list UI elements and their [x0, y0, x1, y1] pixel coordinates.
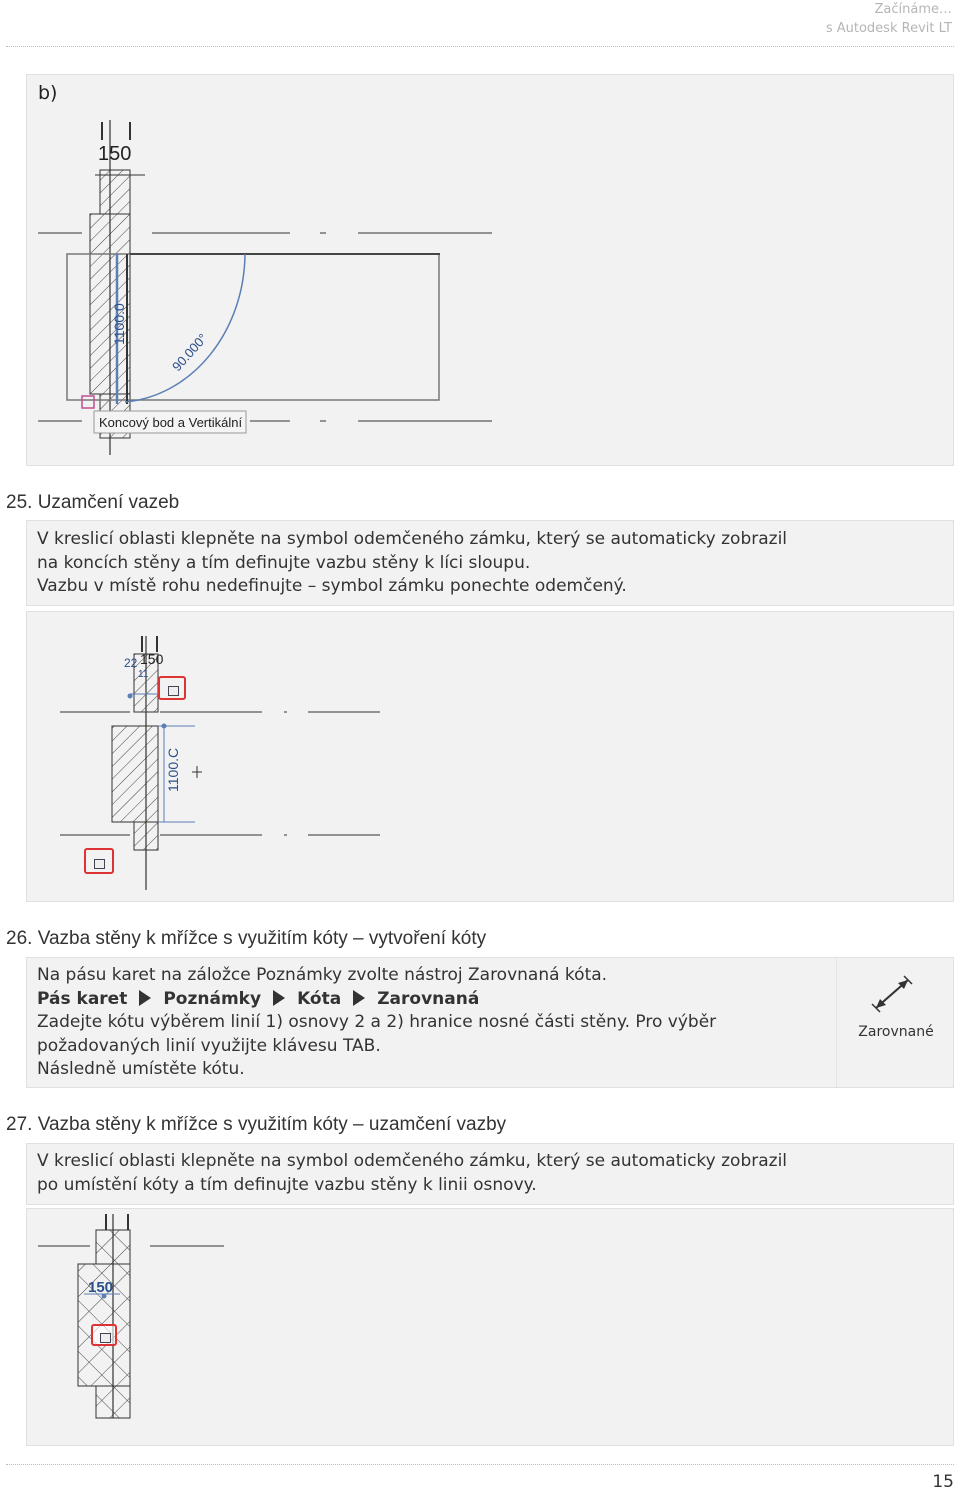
dim-1100-label: 1100.0 [111, 303, 127, 345]
figure-b-label: b) [38, 82, 58, 104]
step26-heading: 26. Vazba stěny k mřížce s využitím kóty – vytvoření kóty [6, 928, 487, 949]
header-line-2: s Autodesk Revit LT [825, 21, 952, 36]
dim-1100-label: 1100.C [165, 747, 181, 792]
step27-heading: 27. Vazba stěny k mřížce s využitím kóty – uzamčení vazby [6, 1114, 507, 1135]
step25-line-3: Vazbu v místě rohu nedefinujte – symbol zámku ponechte odemčený. [37, 576, 627, 596]
step25-heading: 25. Uzamčení vazeb [6, 492, 180, 513]
aligned-tool-label: Zarovnané [858, 1024, 934, 1040]
step26-line-4: požadovaných linií využijte klávesu TAB. [37, 1035, 381, 1056]
step27-line-1: V kreslicí oblasti klepněte na symbol odemčeného zámku, který se automaticky zobrazil [37, 1151, 788, 1171]
page-number: 15 [932, 1472, 954, 1492]
dim-150-label: 150 [140, 651, 164, 667]
step25-line-1: V kreslicí oblasti klepněte na symbol odemčeného zámku, který se automaticky zobrazil [37, 529, 788, 549]
step27-line-2: po umístění kóty a tím definujte vazbu stěny k linii osnovy. [37, 1174, 537, 1195]
lock-icon[interactable] [91, 1324, 117, 1346]
dim-11-label: 11 [138, 669, 149, 680]
crumb-annotate: Poznámky [163, 988, 262, 1009]
footer-divider [6, 1464, 954, 1465]
step26-line-3: Zadejte kótu výběrem linií 1) osnovy 2 a 2) hranice nosné části stěny. Pro výběr [37, 1012, 717, 1032]
crumb-aligned: Zarovnaná [377, 988, 480, 1009]
crumb-dimension: Kóta [297, 988, 342, 1009]
step25-line-2: na koncích stěny a tím definujte vazbu stěny k líci sloupu. [37, 552, 531, 573]
angle-label: 90.000° [169, 330, 211, 375]
dim-150-label: 150 [88, 1279, 114, 1296]
snap-tooltip: Koncový bod a Vertikální [99, 415, 243, 430]
header-line-1: Začínáme… [874, 2, 952, 17]
dim-150-label: 150 [98, 143, 132, 165]
step26-line-5: Následně umístěte kótu. [37, 1059, 245, 1079]
crumb-ribbon: Pás karet [37, 988, 128, 1009]
step26-line-1: Na pásu karet na záložce Poznámky zvolte nástroj Zarovnaná kóta. [37, 965, 608, 985]
dim-22-label: 22 [124, 656, 138, 670]
